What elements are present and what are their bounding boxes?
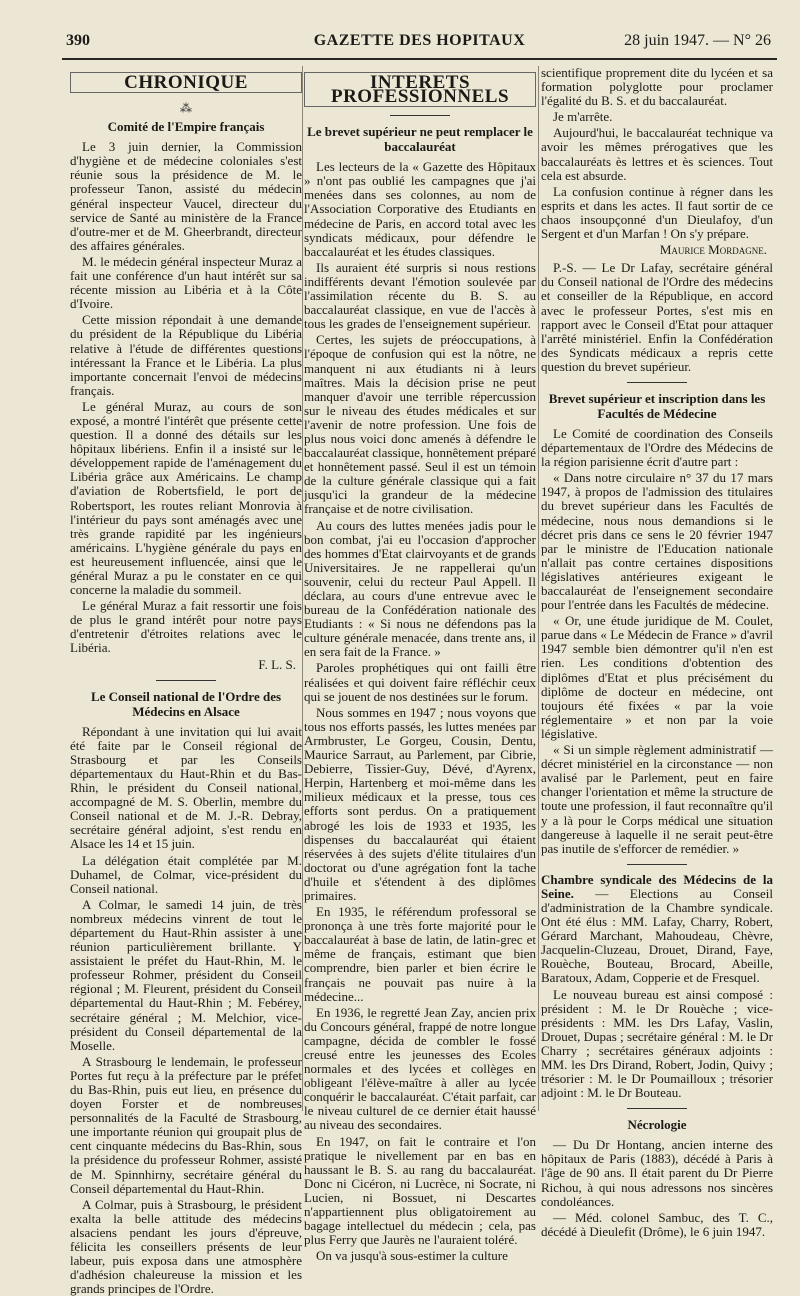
paragraph: En 1935, le référendum professoral se prononça à une très forte majorité pour le baccalauréat à base de latin, de latin-grec et même de français, estimant que bien comprendre, bien parler et bien écrire le français ne pouvait pas nuire à la médecine... (304, 904, 536, 1004)
paragraph: Au cours des luttes menées jadis pour le bon combat, j'ai eu l'occasion d'approcher des hommes d'Etat clairvoyants et de grands Universitaires. Je ne rappellerai qu'un souvenir, celui du recteur Paul Appell. Il déclara, au cours d'une entrevue avec le bureau de la Confédération nationale des Etudiants : « Si nous ne défendons pas la culture générale menacée, dans trente ans, il en sera fait de la France. » (304, 517, 536, 660)
paragraph: Le Comité de coordination des Conseils départementaux de l'Ordre des Médecins de la région parisienne écrit d'autre part : (541, 425, 773, 470)
paragraph: « Or, une étude juridique de M. Coulet, parue dans « Le Médecin de France » d'avril 1947 semble bien démontrer qu'il n'en est rien. Les conditions d'obtention des diplômes d'Etat et plus précisément du diplôme de docteur en médecine, ont toujours été fixées « par la voie réglementaire » et non par la voie législative. (541, 613, 773, 741)
paragraph: Le général Muraz a fait ressortir une fois de plus le grand intérêt pour notre pays d'entretenir d'étroites relations avec le Libéria. (70, 598, 302, 656)
paragraph: En 1936, le regretté Jean Zay, ancien prix du Concours général, frappé de notre longue campagne, décida de combler le fossé creusé entre les jeunesses des Ecoles normales et des lycées et collèges en obligeant l'élève-maître à aller au lycée conquérir le baccalauréat. C'était parfait, car le niveau culturel de ce dernier était haussé au niveau des secondaires. (304, 1004, 536, 1133)
column-1 (70, 66, 302, 1296)
section-title-interets: INTERETS PROFESSIONNELS (304, 72, 536, 107)
paragraph: « Dans notre circulaire n° 37 du 17 mars 1947, à propos de l'admission des titulaires du brevet supérieur dans les Facultés de médecine, nous nous demandions si le décret pris dans ce sens le 20 février 1947 par le ministre de l'Education nationale n'allait pas contre certaines dispositions législatives antérieures exigeant le baccalauréat de l'enseignement secondaire pour l'entrée dans les Facultés de médecine. (541, 470, 773, 613)
paragraph: Nous sommes en 1947 ; nous voyons que tous nos efforts passés, les luttes menées par Armbruster, Le Gorgeu, Cousin, Dentu, Maurice Sarraut, au Parlement, par Cibrie, Debierre, Tissier-Guy, Dévé, d'Ayrenx, Herpin, Hartenberg et moi-même dans les milieux médicaux et la presse, tous ces efforts sont perdus. On a pratiquement abrogé les lois de 1933 et 1935, les dispenses du baccalauréat qui étaient réservées à des sujets d'élite titulaires d'un doctorat ou d'une agrégation font la tache d'huile et s'étendent à des diplômes primaires. (304, 704, 536, 903)
separator-rule (627, 864, 687, 865)
paragraph: M. le médecin général inspecteur Muraz a fait une conférence d'un haut intérêt sur sa récente mission au Libéria et à la Côte d'Ivoire. (70, 253, 302, 312)
paragraph: Répondant à une invitation qui lui avait été faite par le Conseil régional de Strasbourg et par les Conseils départementaux du Haut-Rhin et du Bas-Rhin, le président du Conseil national, accompagné de M. S. Oberlin, membre du Conseil national et de M. J.-R. Debray, secrétaire général adjoint, s'est rendu en Alsace les 14 et 15 juin. (70, 723, 302, 852)
paragraph: On va jusqu'à sous-estimer la culture (316, 1248, 508, 1264)
paragraph: — Du Dr Hontang, ancien interne des hôpitaux de Paris (1883), décédé à Paris à l'âge de 90 ans. Il était parent du Dr Pierre Richou, à qui nous adressons nos sincères condoléances. (541, 1137, 773, 1209)
separator-rule (390, 115, 450, 116)
paragraph: « Si un simple règlement administratif — décret ministériel en la circonstance — non avalisé par le Parlement, peut en faire changer l'orientation et même la structure de toute une profession, il faut reconnaître qu'il y a là pour le Corps médical une situation dangereuse à laquelle il ne serait peut-être pas inutile de s'efforcer de remédier. » (541, 742, 773, 856)
column-divider (302, 66, 303, 1111)
paragraph: La délégation était complétée par M. Duhamel, de Colmar, vice-président du Conseil national. (70, 852, 302, 896)
article-title: Brevet supérieur et inscription dans les Facultés de Médecine (548, 390, 766, 421)
paragraph: Les lecteurs de la « Gazette des Hôpitaux » n'ont pas oublié les campagnes que j'ai menées dans ses colonnes, au nom de l'Association Corporative des Etudiants en médecine de Paris, en accord total avec les syndicats médicaux, pour défendre le baccalauréat et les études classiques. (304, 159, 536, 259)
paragraph: Le 3 juin dernier, la Commission d'hygiène et de médecine coloniales s'est réunie sous la présidence de M. le professeur Tanon, assisté du médecin général inspecteur Vaucel, directeur du service de Santé au ministère de la France d'outre-mer et de M. Gheerbrandt, directeur des affaires générales. (70, 139, 302, 253)
separator-rule (627, 382, 687, 383)
column-2 (304, 66, 536, 1264)
publication-title: GAZETTE DES HOPITAUX (313, 32, 526, 49)
paragraph (541, 873, 773, 986)
ornament: ⁂ (180, 101, 192, 116)
page-number: 390 (66, 32, 90, 49)
paragraph: Le nouveau bureau est ainsi composé : président : M. le Dr Rouèche ; vice-présidents : MM. les Drs Lafay, Vaslin, Drouet, Dupas ; secrétaire général : M. le Dr Charry ; secrétaires généraux adjoints : MM. les Drs Dirand, Robert, Jodin, Quivy ; trésorier : M. le Dr Poumailloux ; trésorier adjoint : M. le Dr Bouteau. (541, 986, 773, 1101)
paragraph: Certes, les sujets de préoccupations, à l'époque de confusion qui est la nôtre, ne manquent ni aux étudiants ni à leurs maîtres. Mais la décision prise ne peut manquer d'avoir une terrible répercussion sur le niveau des études médicales et sur l'avenir de notre profession. Une fois de plus nous voici donc amenés à défendre le baccalauréat classique, honnêtement préparé et honnêtement passé. Seul il est un témoin de la culture générale classique qui a fait jusqu'ici la grandeur de la médecine française et de notre civilisation. (304, 332, 536, 517)
article-title: Le Conseil national de l'Ordre des Médecins en Alsace (90, 688, 282, 719)
paragraph: Le général Muraz, au cours de son exposé, a montré l'intérêt que présente cette question. Il a donné des détails sur les hôpitaux libériens. Enfin il a insisté sur le développement rapide de l'aménagement du Libéria grâce aux Américains. Le champ d'aviation de Robertsfield, le port de Robertsport, les routes reliant Monrovia à l'intérieur du pays sont aménagés avec une très grande rapidité par les ingénieurs américains. L'hygiène générale du pays en est heureusement influencée, ainsi que le général Muraz a pu le constater en ce qui concerne la maladie du sommeil. (70, 398, 302, 598)
separator-rule (156, 680, 216, 681)
column-3 (541, 65, 773, 1239)
inline-title: Chambre syndicale des Médecins de la Seine. (541, 871, 773, 901)
page-header (62, 30, 777, 60)
column-divider (538, 66, 539, 1111)
paragraph: A Colmar, puis à Strasbourg, le président exalta la belle attitude des médecins alsaciens pendant les jours d'épreuve, félicita les conseillers présents de leur labeur, puis exposa dans une atmosphère d'adhésion chaleureuse la mission et les grands principes de l'Ordre. (70, 1196, 302, 1296)
paragraph: Cette mission répondait à une demande du président de la République du Libéria relative à l'étude de différentes questions intéressant la France et le Libéria. La plus importante concernait l'envoi de médecins français. (70, 312, 302, 398)
paragraph: A Colmar, le samedi 14 juin, de très nombreux médecins vinrent de tout le département du Haut-Rhin assister à une réunion particulièrement brillante. Y assistaient le préfet du Haut-Rhin, M. le professeur Rohmer, président du Conseil régional ; M. Fleurent, président du Conseil départemental du Haut-Rhin ; M. Febérey, secrétaire général ; M. Melchior, vice-président du Conseil départemental de la Moselle. (70, 896, 302, 1053)
paragraph: P.-S. — Le Dr Lafay, secrétaire général du Conseil national de l'Ordre des médecins et conseiller de la République, en accord avec le professeur Portes, s'est mis en rapport avec le Conseil d'Etat pour attaquer l'arrêté ministériel. Enfin la Confédération des Syndicats médicaux a repris cette question du brevet supérieur. (541, 260, 773, 374)
signature: Maurice Mordagne. (659, 242, 767, 258)
signature: F. L. S. (258, 656, 296, 672)
paragraph: La confusion continue à régner dans les esprits et dans les actes. Il faut sortir de ce chaos insoupçonné d'un Dieulafoy, d'un Sergent et d'un Marfan ! On s'y prépare. (541, 183, 773, 242)
article-title: Comité de l'Empire français (107, 119, 265, 135)
paragraph: — Méd. colonel Sambuc, des T. C., décédé à Dieulefit (Drôme), le 6 juin 1947. (541, 1209, 773, 1239)
paragraph: Aujourd'hui, le baccalauréat technique va avoir les mêmes prérogatives que les baccalauréats ès lettres et ès sciences. Tout cela est absurde. (541, 125, 773, 183)
separator-rule (627, 1108, 687, 1109)
article-title: Le brevet supérieur ne peut remplacer le baccalauréat (307, 124, 533, 155)
paragraph: En 1947, on fait le contraire et l'on pratique le nivellement par en bas en haussant le B. S. au rang du baccalauréat. Donc ni Cicéron, ni Lucrèce, ni Socrate, ni Lucien, ni Bossuet, ni Descartes n'appartiennent plus obligatoirement au bagage intellectuel du médecin ; cela, pas plus Ferry que Jaurès ne l'auraient toléré. (304, 1133, 536, 1248)
paragraph: A Strasbourg le lendemain, le professeur Portes fut reçu à la préfecture par le préfet du Bas-Rhin, puis eut lieu, en présence du doyen Forster et de nombreuses personnalités de la Faculté de Strasbourg, une importante réunion qui groupait plus de cent cinquante médecins du Bas-Rhin, sous la présidence du professeur Rohmer, assisté de M. Spinnhirny, secrétaire général du Conseil départemental du Haut-Rhin. (70, 1053, 302, 1196)
article-title: Nécrologie (627, 1117, 687, 1133)
section-title-chronique: CHRONIQUE (70, 72, 302, 93)
paragraph-text: — Elections au Conseil d'administration de la Chambre syndicale. Ont été élus : MM. Lafay, Charry, Robert, Gérard Marchant, Mahoudeau, Chèvre, Jacquelin-Cluzeau, Drouet, Dirand, Faye, Rouèche, Bouteau, Brocard, Abeille, Baratoux, Adam, Copperie et de Fresquel. (541, 885, 773, 986)
paragraph: Paroles prophétiques qui ont failli être réalisées et qui doivent faire réfléchir ceux qui se jouent de nos destinées sur le forum. (304, 660, 536, 704)
paragraph: Ils auraient été surpris si nous restions indifférents devant l'émotion soulevée par l'assimilation récente du B. S. au baccalauréat classique, en vue de l'accès à tous les grades de l'enseignement supérieur. (304, 259, 536, 332)
paragraph: scientifique proprement dite du lycéen et sa formation polyglotte pour proclamer l'égalité du B. S. et du baccalauréat. (541, 65, 773, 109)
paragraph: Je m'arrête. (553, 109, 613, 125)
issue-date: 28 juin 1947. — N° 26 (624, 32, 771, 49)
